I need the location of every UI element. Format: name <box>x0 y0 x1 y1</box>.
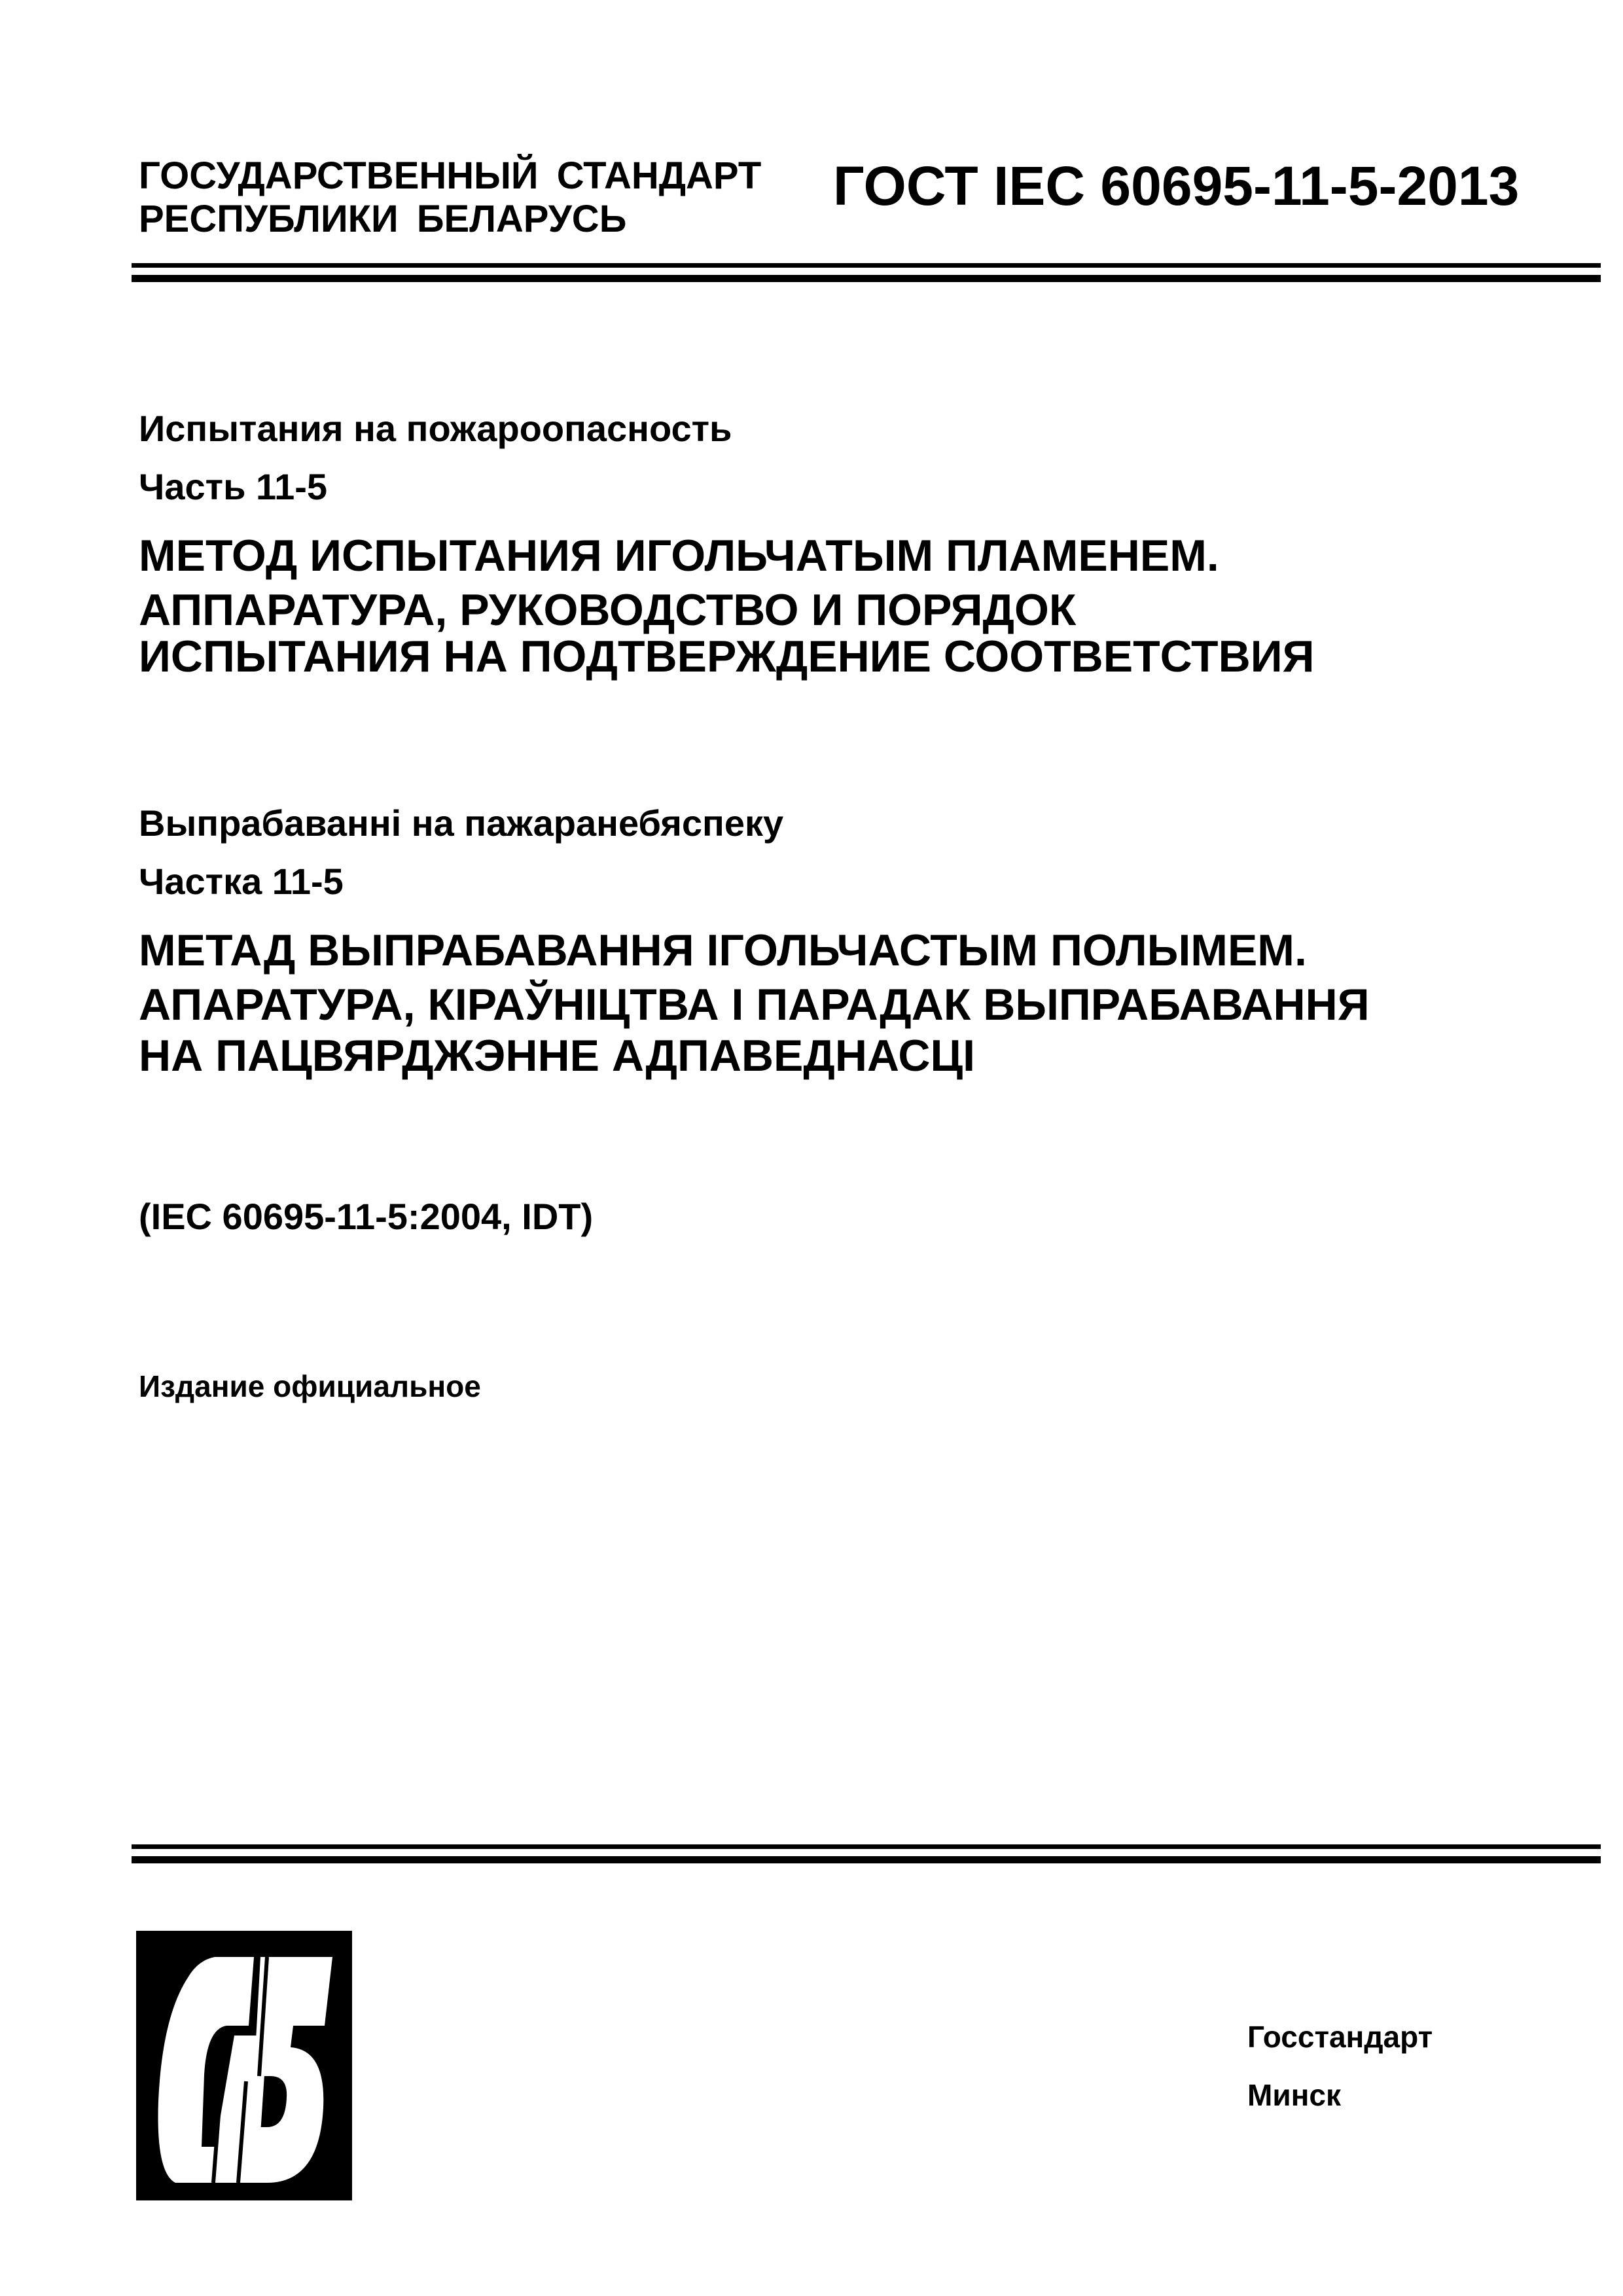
iec-reference: (IEC 60695-11-5:2004, IDT) <box>139 1196 594 1237</box>
stb-logo-icon <box>136 1931 352 2200</box>
city: Минск <box>1247 2078 1341 2112</box>
title-line-be: АПАРАТУРА, КІРАЎНІЦТВА І ПАРАДАК ВЫПРАБАВАННЯ <box>139 980 1370 1030</box>
title-line-be: НА ПАЦВЯРДЖЭННЕ АДПАВЕДНАСЦІ <box>139 1031 976 1081</box>
title-line-ru: ИСПЫТАНИЯ НА ПОДТВЕРЖДЕНИЕ СООТВЕТСТВИЯ <box>139 632 1315 681</box>
part-ru: Часть 11-5 <box>139 466 328 507</box>
part-be: Частка 11-5 <box>139 861 344 902</box>
edition-label: Издание официальное <box>139 1369 481 1403</box>
title-line-be: МЕТАД ВЫПРАБАВАННЯ ІГОЛЬЧАСТЫМ ПОЛЫМЕМ. <box>139 925 1307 975</box>
series-title-be: Выпрабаванні на пажаранебяспеку <box>139 802 784 844</box>
title-line-ru: АППАРАТУРА, РУКОВОДСТВО И ПОРЯДОК <box>139 585 1077 635</box>
bottom-rule-thick <box>132 1856 1601 1863</box>
publisher: Госстандарт <box>1247 2020 1433 2054</box>
series-title-ru: Испытания на пожароопасность <box>139 408 732 449</box>
bottom-rule-thin <box>132 1844 1601 1849</box>
standard-code: ГОСТ IEC 60695-11-5-2013 <box>833 155 1520 217</box>
title-line-ru: МЕТОД ИСПЫТАНИЯ ИГОЛЬЧАТЫМ ПЛАМЕНЕМ. <box>139 531 1219 581</box>
authority-line-1: ГОСУДАРСТВЕННЫЙ СТАНДАРТ <box>139 154 762 197</box>
top-rule-thin <box>132 263 1601 268</box>
stb-logo <box>136 1931 352 2200</box>
top-rule-thick <box>132 275 1601 282</box>
authority-line-2: РЕСПУБЛИКИ БЕЛАРУСЬ <box>139 198 627 240</box>
